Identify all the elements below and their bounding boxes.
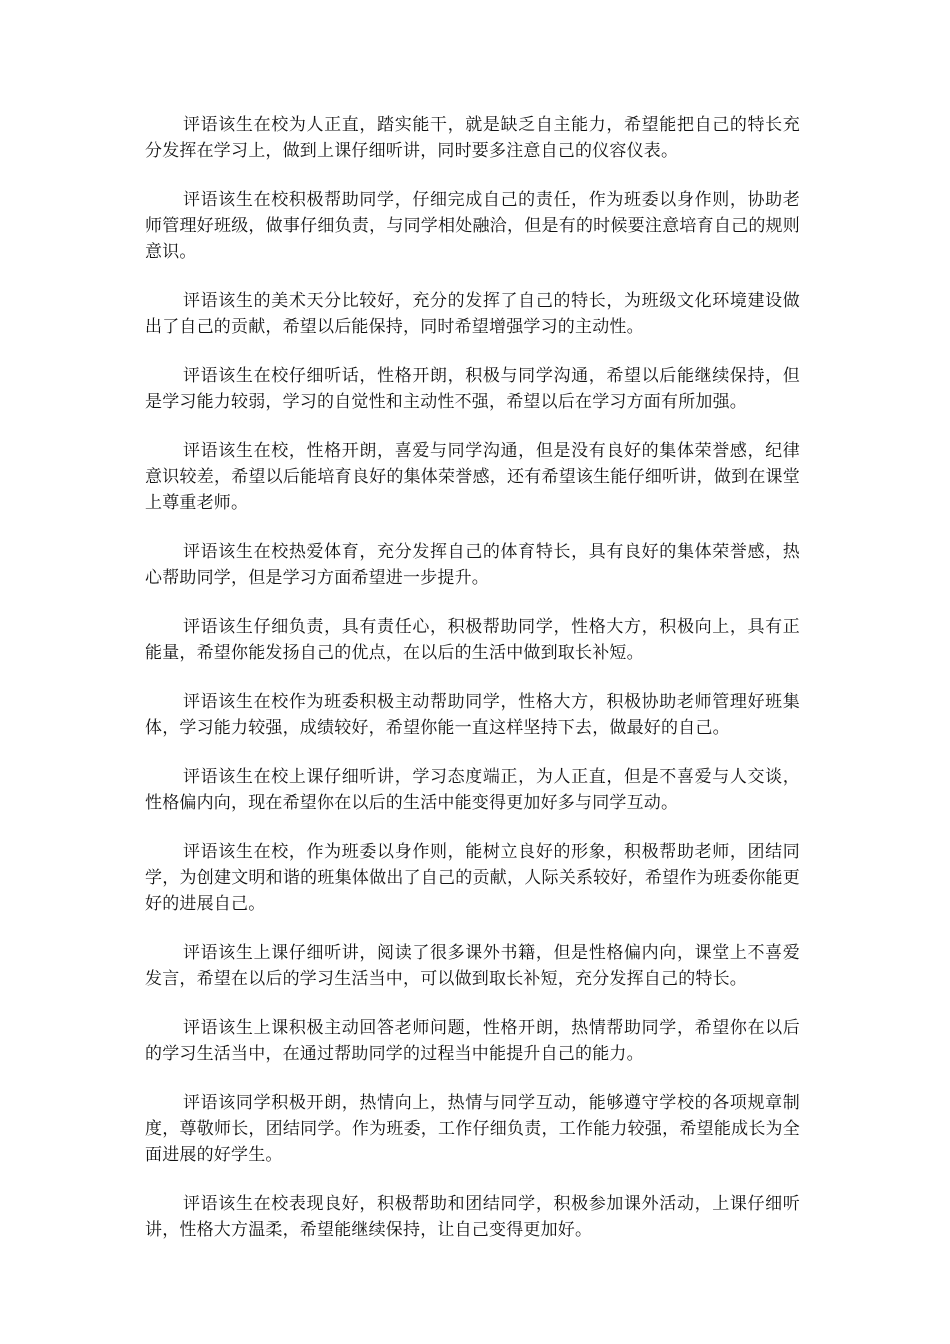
comment-paragraph: 评语该生在校为人正直，踏实能干，就是缺乏自主能力，希望能把自己的特长充分发挥在学习上，做到上课仔细听讲，同时要多注意自己的仪容仪表。 [145,115,800,161]
comment-paragraph: 评语该生在校热爱体育，充分发挥自己的体育特长，具有良好的集体荣誉感，热心帮助同学，但是学习方面希望进一步提升。 [145,542,800,588]
comment-paragraph: 评语该生在校表现良好，积极帮助和团结同学，积极参加课外活动，上课仔细听讲，性格大方温柔，希望能继续保持，让自己变得更加好。 [145,1194,800,1240]
comment-paragraph: 评语该生上课积极主动回答老师问题，性格开朗，热情帮助同学，希望你在以后的学习生活当中，在通过帮助同学的过程当中能提升自己的能力。 [145,1018,800,1064]
comment-paragraph: 评语该生的美术天分比较好，充分的发挥了自己的特长，为班级文化环境建设做出了自己的贡献，希望以后能保持，同时希望增强学习的主动性。 [145,291,800,337]
comment-paragraph: 评语该生在校，作为班委以身作则，能树立良好的形象，积极帮助老师，团结同学，为创建文明和谐的班集体做出了自己的贡献，人际关系较好，希望作为班委你能更好的进展自己。 [145,842,800,914]
comment-paragraph: 评语该生在校，性格开朗，喜爱与同学沟通，但是没有良好的集体荣誉感，纪律意识较差，希望以后能培育良好的集体荣誉感，还有希望该生能仔细听讲，做到在课堂上尊重老师。 [145,441,800,513]
document-body [145,112,800,1266]
comment-paragraph: 评语该生在校仔细听话，性格开朗，积极与同学沟通，希望以后能继续保持，但是学习能力较弱，学习的自觉性和主动性不强，希望以后在学习方面有所加强。 [145,366,800,412]
comment-paragraph: 评语该生仔细负责，具有责任心，积极帮助同学，性格大方，积极向上，具有正能量，希望你能发扬自己的优点，在以后的生活中做到取长补短。 [145,617,800,663]
comment-paragraph: 评语该生上课仔细听讲，阅读了很多课外书籍，但是性格偏内向，课堂上不喜爱发言，希望在以后的学习生活当中，可以做到取长补短，充分发挥自己的特长。 [145,943,800,989]
comment-paragraph: 评语该生在校作为班委积极主动帮助同学，性格大方，积极协助老师管理好班集体，学习能力较强，成绩较好，希望你能一直这样坚持下去，做最好的自己。 [145,692,800,738]
comment-paragraph: 评语该生在校上课仔细听讲，学习态度端正，为人正直，但是不喜爱与人交谈，性格偏内向，现在希望你在以后的生活中能变得更加好多与同学互动。 [145,767,800,813]
comment-paragraph: 评语该同学积极开朗，热情向上，热情与同学互动，能够遵守学校的各项规章制度，尊敬师长，团结同学。作为班委，工作仔细负责，工作能力较强，希望能成长为全面进展的好学生。 [145,1093,800,1165]
comment-paragraph: 评语该生在校积极帮助同学，仔细完成自己的责任，作为班委以身作则，协助老师管理好班级，做事仔细负责，与同学相处融洽，但是有的时候要注意培育自己的规则意识。 [145,190,800,262]
